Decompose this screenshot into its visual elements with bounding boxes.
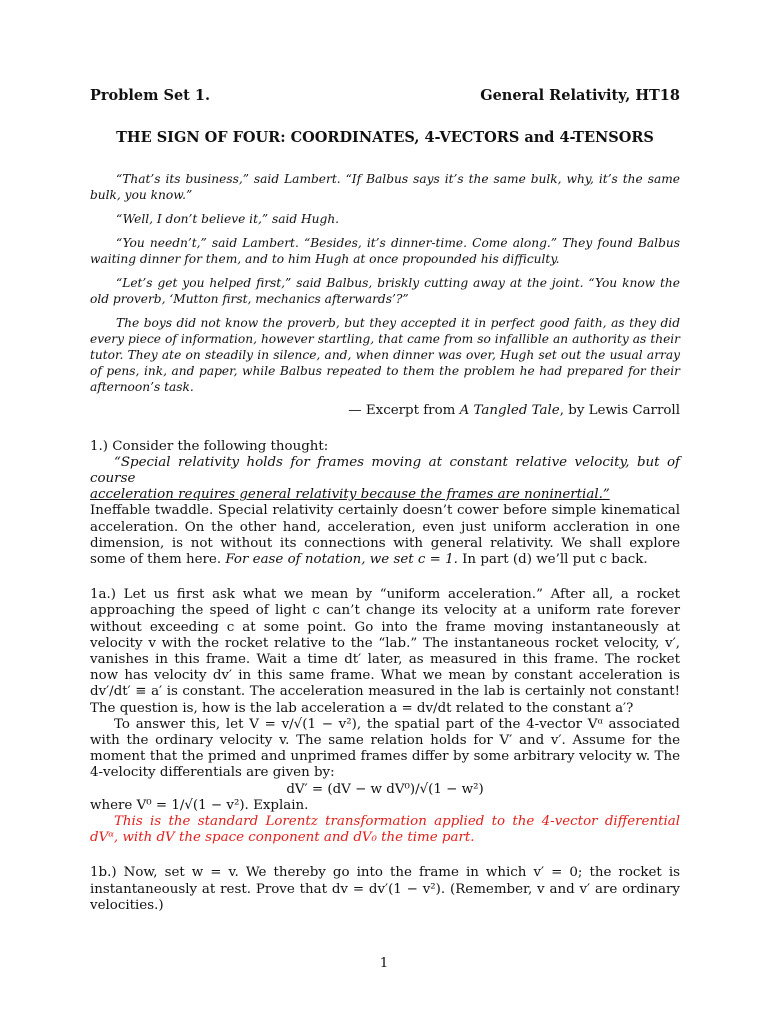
attribution-book-title: A Tangled Tale xyxy=(459,403,560,419)
epigraph-attribution xyxy=(90,403,680,419)
answer-note: This is the standard Lorentz transformation applied to the 4-vector differential dVᵅ, with dV the space conponent and dV₀ the time part. xyxy=(90,814,680,846)
question-1-notation-tail: In part (d) we’ll put c back. xyxy=(457,552,648,568)
epigraph xyxy=(90,171,680,395)
thought-line-2: acceleration requires general relativity because the frames are noninertial.” xyxy=(90,487,610,503)
question-1a-paragraph-1: 1a.) Let us first ask what we mean by “uniform acceleration.” After all, a rocket approaching the speed of light c can’t change its velocity at a uniform rate forever without exceeding c at some point. Go into the frame moving instantaneously at velocity v with the rocket relative to the “lab.” The instantaneous rocket velocity, v′, vanishes in this frame. Wait a time dt′ later, as measured in this frame. The rocket now has velocity dv′ in this same frame. What we mean by constant acceleration is dv′/dt′ ≡ a′ is constant. The acceleration measured in the lab is certainly not constant! The question is, how is the lab acceleration a = dv/dt related to the constant a′? xyxy=(90,587,680,716)
question-1-body xyxy=(90,503,680,568)
attribution-suffix: , by Lewis Carroll xyxy=(559,403,680,419)
epigraph-paragraph-4: “Let’s get you helped first,” said Balbus, briskly cutting away at the joint. “You know the old proverb, ‘Mutton first, mechanics afterwards’?” xyxy=(90,276,680,307)
page-header xyxy=(90,88,680,104)
question-1-notation-note: For ease of notation, we set c = 1. xyxy=(225,552,458,568)
attribution-prefix: — Excerpt from xyxy=(348,403,460,419)
thought-line-1: “Special relativity holds for frames moving at constant relative velocity, but of course xyxy=(90,454,680,487)
epigraph-paragraph-1: “That’s its business,” said Lambert. “If Balbus says it’s the same bulk, why, it’s the same bulk, you know.” xyxy=(90,172,680,203)
question-1a-paragraph-2: To answer this, let V = v/√(1 − v²), the spatial part of the 4-vector Vᵅ associated with the ordinary velocity v. The same relation holds for V′ and v′. Assume for the moment that the primed and unprimed frames differ by some arbitrary velocity w. The 4-velocity differentials are given by: xyxy=(90,716,680,781)
epigraph-paragraph-5: The boys did not know the proverb, but they accepted it in perfect good faith, as they did every piece of information, however startling, that came from so infallible an authority as their tutor. They ate on steadily in silence, and, when dinner was over, Hugh set out the usual array of pens, ink, and paper, while Balbus repeated to them the problem he had prepared for their afternoon’s task. xyxy=(90,316,680,395)
page-number: 1 xyxy=(379,956,389,971)
header-right: General Relativity, HT18 xyxy=(480,87,680,104)
question-1-thought xyxy=(90,455,680,504)
question-1 xyxy=(90,439,680,569)
epigraph-paragraph-3: “You needn’t,” said Lambert. “Besides, it’s dinner-time. Come along.” They found Balbus waiting dinner for them, and to him Hugh at once propounded his difficulty. xyxy=(90,236,680,267)
problem-set-page xyxy=(90,88,680,914)
document-title: THE SIGN OF FOUR: COORDINATES, 4-VECTORS and 4-TENSORS xyxy=(116,129,654,147)
question-1b-paragraph: 1b.) Now, set w = v. We thereby go into the frame in which v′ = 0; the rocket is instantaneously at rest. Prove that dv = dv′(1 − v²). (Remember, v and v′ are ordinary velocities.) xyxy=(90,865,680,913)
question-1-body-text: Ineffable twaddle. Special relativity certainly doesn’t cower before simple kinematical acceleration. On the other hand, acceleration, even just uniform accleration in one dimension, is not without its connections with general relativity. We shall explore some of them here. xyxy=(90,503,680,568)
question-1a-after-equation: where V⁰ = 1/√(1 − v²). Explain. xyxy=(90,797,309,813)
epigraph-paragraph-2: “Well, I don’t believe it,” said Hugh. xyxy=(116,212,340,227)
question-1-intro: 1.) Consider the following thought: xyxy=(90,438,329,454)
velocity-differential-equation: dV′ = (dV − w dV⁰)/√(1 − w²) xyxy=(286,781,484,797)
question-1a xyxy=(90,587,680,846)
question-1b xyxy=(90,865,680,914)
header-left: Problem Set 1. xyxy=(90,87,211,104)
